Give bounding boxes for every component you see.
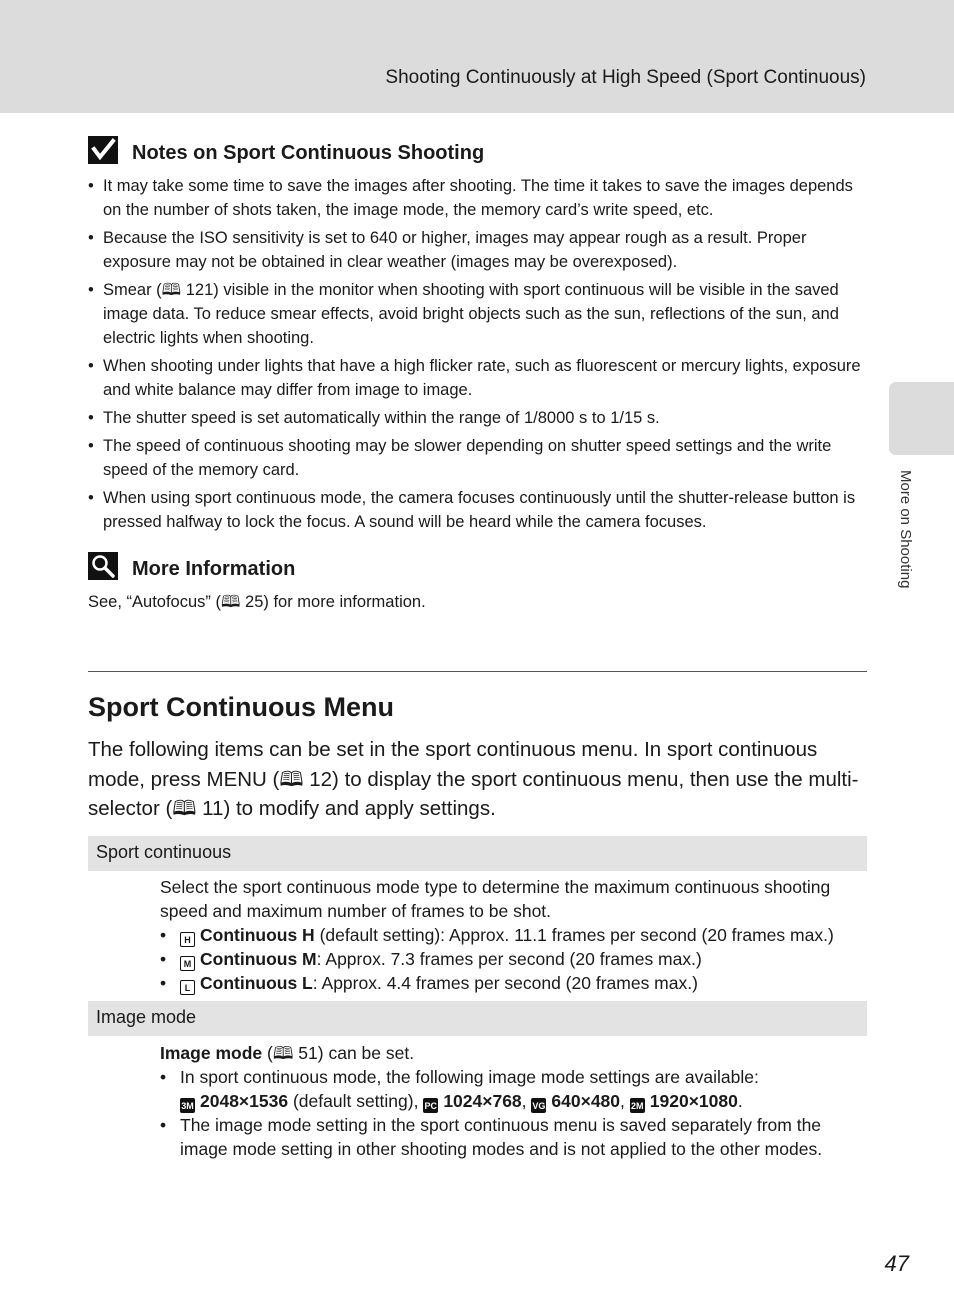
more-info-heading (88, 552, 295, 586)
side-tab (889, 382, 954, 455)
note-item: • The shutter speed is set automatically within the range of 1/8000 s to 1/15 s. (88, 406, 868, 430)
more-info-heading-text: More Information (132, 557, 296, 580)
image-mode-vga-icon: VGA (531, 1098, 546, 1113)
image-mode-sep: , (521, 1091, 532, 1111)
note-item: • When using sport continuous mode, the camera focuses continuously until the shutter-release button is pressed halfway to lock the focus. A sound will be heard while the camera focuses. (88, 486, 868, 534)
image-mode-body (160, 1041, 868, 1161)
image-mode-lead-bold: Image mode (160, 1043, 263, 1063)
image-mode-value: 1024×768 (443, 1091, 522, 1111)
image-mode-3m-icon: 3M (180, 1098, 195, 1113)
option-detail: : Approx. 4.4 frames per second (20 frames max.) (312, 973, 698, 993)
continuous-option-m (160, 947, 868, 971)
continuous-m-icon: M (180, 956, 195, 971)
section-intro: The following items can be set in the sport continuous menu. In sport continuous mode, press MENU (🕮 12) to display the sport continuous menu, then use the multi-selector (🕮 11) to modify and apply settings. (88, 738, 859, 820)
notes-heading (88, 136, 484, 170)
magnifier-info-icon (88, 552, 118, 586)
image-mode-bar (88, 1001, 867, 1036)
header-band (0, 0, 954, 113)
continuous-h-icon: H (180, 932, 195, 947)
option-name: Continuous H (200, 925, 315, 945)
image-mode-value: 1920×1080 (649, 1091, 738, 1111)
option-name: Continuous L (200, 973, 313, 993)
image-mode-lead-rest: (🕮 51) can be set. (262, 1043, 415, 1063)
sport-continuous-bar (88, 836, 867, 871)
image-mode-sep: . (737, 1091, 743, 1111)
checkmark-note-icon (88, 136, 118, 170)
image-mode-list (160, 1065, 868, 1161)
continuous-option-h (160, 923, 868, 947)
section-title: Sport Continuous Menu (88, 692, 394, 722)
note-item: • It may take some time to save the images after shooting. The time it takes to save the images depends on the number of shots taken, the image mode, the memory card’s write speed, etc. (88, 174, 868, 222)
continuous-option-l (160, 971, 868, 995)
note-item: • Smear (🕮 121) visible in the monitor when shooting with sport continuous will be visible in the saved image data. To reduce smear effects, avoid bright objects such as the sun, reflections of the sun, and electric lights when shooting. (88, 278, 868, 350)
continuous-options-list (160, 923, 868, 995)
sport-continuous-description: Select the sport continuous mode type to determine the maximum continuous shooting speed and maximum number of frames to be shot. (160, 877, 831, 921)
image-mode-pc-icon: PC (423, 1098, 438, 1113)
section-divider (88, 671, 867, 672)
note-item: • When shooting under lights that have a high flicker rate, such as fluorescent or mercury lights, exposure and white balance may differ from image to image. (88, 354, 868, 402)
continuous-l-icon: L (180, 980, 195, 995)
image-mode-value: 2048×1536 (200, 1091, 289, 1111)
sport-continuous-body (160, 875, 868, 995)
sport-continuous-label: Sport continuous (96, 842, 232, 862)
image-mode-bullet-settings (160, 1065, 868, 1113)
notes-heading-text: Notes on Sport Continuous Shooting (132, 141, 485, 164)
image-mode-bullet-text: In sport continuous mode, the following image mode settings are available: (180, 1067, 759, 1087)
image-mode-lead (160, 1041, 868, 1065)
page-number: 47 (884, 1251, 909, 1276)
image-mode-169-icon: 2M (630, 1098, 645, 1113)
side-tab-label: More on Shooting (897, 470, 914, 589)
running-head: Shooting Continuously at High Speed (Sport Continuous) (385, 67, 866, 88)
image-mode-label: Image mode (96, 1007, 197, 1027)
image-mode-sep: , (620, 1091, 630, 1111)
image-mode-value: 640×480 (551, 1091, 621, 1111)
option-detail: : Approx. 7.3 frames per second (20 frames max.) (316, 949, 702, 969)
note-item: • Because the ISO sensitivity is set to 640 or higher, images may appear rough as a result. Proper exposure may not be obtained in clear weather (images may be overexposed). (88, 226, 868, 274)
option-name: Continuous M (200, 949, 317, 969)
image-mode-sep: (default setting), (288, 1091, 424, 1111)
image-mode-bullet-separate: • The image mode setting in the sport continuous menu is saved separately from the image mode setting in other shooting modes and is not applied to the other modes. (160, 1113, 868, 1161)
notes-list (88, 174, 868, 538)
note-item: • The speed of continuous shooting may be slower depending on shutter speed settings and the write speed of the memory card. (88, 434, 868, 482)
more-info-text: See, “Autofocus” (🕮 25) for more information. (88, 593, 426, 611)
option-detail: (default setting): Approx. 11.1 frames per second (20 frames max.) (314, 925, 834, 945)
